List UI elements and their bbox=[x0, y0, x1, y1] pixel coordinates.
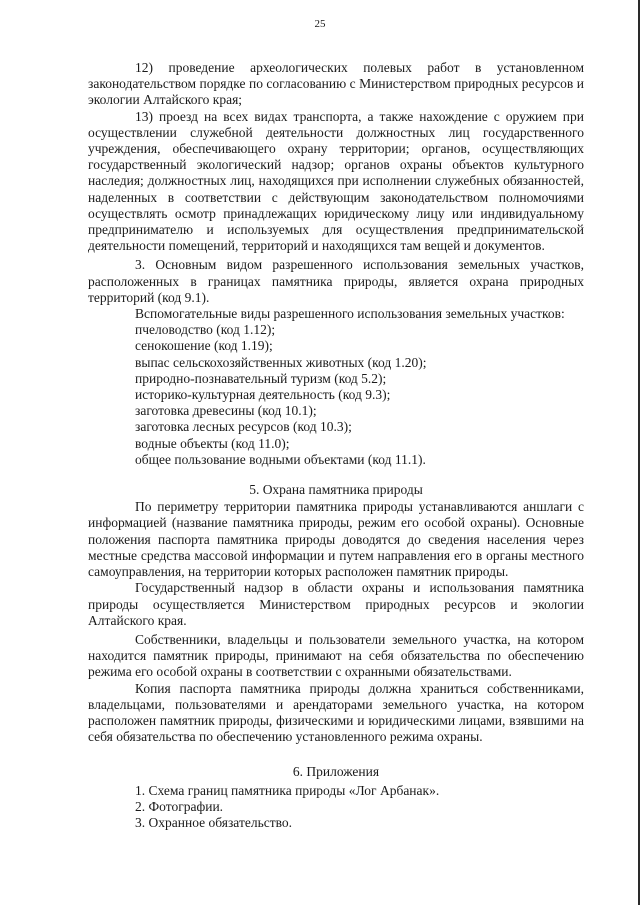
list-item: 2. Фотографии. bbox=[135, 798, 224, 814]
paragraph-main-use: 3. Основным видом разрешенного использования земельных участков, расположенных в границах памятника природы, является охрана природных территорий (код 9.1). bbox=[88, 257, 584, 305]
document-body bbox=[88, 60, 584, 831]
list-item: заготовка древесины (код 10.1); bbox=[135, 403, 317, 419]
list-item: заготовка лесных ресурсов (код 10.3); bbox=[135, 419, 352, 435]
paragraph: Собственники, владельцы и пользователи земельного участка, на котором находится памятник природы, принимают на себя обязательства по обеспечению режима его особой охраны в соответствии с охранными обязательствами. bbox=[88, 631, 584, 680]
paragraph-item-13: 13) проезд на всех видах транспорта, а также нахождение с оружием при осуществлении служебной деятельности должностных лиц государственного учреждения, обеспечивающего охрану территории; органов, осуществляющих государственный экологический надзор; органов охраны объектов культурного наследия; должностных лиц, находящихся при исполнении служебных обязанностей, наделенных в соответствии с действующим законодательством полномочиями осуществлять осмотр принадлежащих юридическому лицу или индивидуальному предпринимателю и используемых для осуществления предпринимательской деятельности помещений, территорий и находящихся там вещей и документов. bbox=[88, 108, 584, 254]
paragraph: Копия паспорта памятника природы должна храниться собственниками, владельцами, пользователями и арендаторами земельного участка, на котором расположен памятник природы, физическими и юридическими лицами, взявшими на себя обязательства по обеспечению установленного режима охраны. bbox=[88, 680, 584, 745]
paragraph: По периметру территории памятника природы устанавливаются аншлаги с информацией (название памятника природы, режим его особой охраны). Основные положения паспорта памятника природы доводятся до сведения населения через местные средства массовой информации и путем направления его в органы местного самоуправления, на территории которых расположен памятник природы. bbox=[88, 499, 584, 580]
page-number: 25 bbox=[314, 18, 326, 30]
aux-uses-title: Вспомогательные виды разрешенного использования земельных участков: bbox=[135, 306, 565, 322]
list-item: природно-познавательный туризм (код 5.2); bbox=[135, 370, 387, 386]
list-item: общее пользование водными объектами (код 11.1). bbox=[135, 451, 426, 467]
appendix-list bbox=[135, 783, 584, 832]
list-item: водные объекты (код 11.0); bbox=[135, 435, 290, 451]
aux-uses-list bbox=[135, 306, 584, 468]
section-5-heading: 5. Охрана памятника природы bbox=[249, 482, 423, 498]
list-item: 1. Схема границ памятника природы «Лог Арбанак». bbox=[135, 782, 440, 798]
list-item: выпас сельскохозяйственных животных (код 1.20); bbox=[135, 354, 427, 370]
paragraph-item-12: 12) проведение археологических полевых работ в установленном законодательством порядке по согласованию с Министерством природных ресурсов и экологии Алтайского края; bbox=[88, 60, 584, 108]
section-6-heading: 6. Приложения bbox=[292, 764, 380, 780]
list-item: 3. Охранное обязательство. bbox=[135, 814, 293, 830]
list-item: историко-культурная деятельность (код 9.3); bbox=[135, 387, 391, 403]
list-item: пчеловодство (код 1.12); bbox=[135, 322, 276, 338]
paragraph: Государственный надзор в области охраны и использования памятника природы осуществляется Министерством природных ресурсов и экологии Алтайского края. bbox=[88, 580, 584, 628]
list-item: сенокошение (код 1.19); bbox=[135, 338, 273, 354]
